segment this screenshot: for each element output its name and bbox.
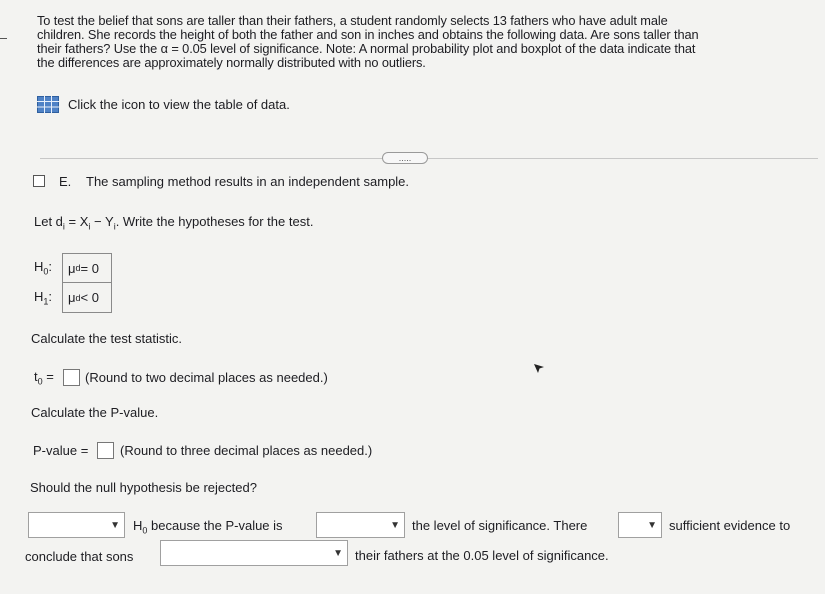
prompt-sub: i xyxy=(88,221,91,232)
test-stat-heading: Calculate the test statistic. xyxy=(31,331,183,346)
h1-label: $H_1$: xyxy=(34,289,53,307)
hypotheses-prompt xyxy=(34,214,313,232)
h0-label: $H_0$: xyxy=(34,259,53,277)
t0-label xyxy=(34,369,54,387)
intro-line: their fathers? Use the α = 0.05 level of significance. Note: A normal probability plot and boxplot of the data indicate that xyxy=(37,41,696,56)
prompt-part: . Write the hypotheses for the test. xyxy=(115,214,314,229)
hypotheses-box xyxy=(62,253,112,313)
expand-button[interactable] xyxy=(382,152,428,164)
caret-down-icon: ▼ xyxy=(390,520,400,531)
intro-line: the differences are approximately normally distributed with no outliers. xyxy=(37,55,426,70)
prompt-part: Let d xyxy=(34,214,63,229)
evidence-dropdown[interactable] xyxy=(618,512,662,538)
conclude-text: conclude that sons xyxy=(25,549,134,564)
prompt-sub: i xyxy=(62,221,65,232)
left-edge-mark xyxy=(0,38,7,39)
option-e-letter: E. xyxy=(59,174,72,189)
h0-sub: 0 xyxy=(43,266,49,277)
caret-down-icon: ▼ xyxy=(110,520,120,531)
intro-line: To test the belief that sons are taller than their fathers, a student randomly selects 13 fathers who have adult male xyxy=(37,13,668,28)
h0-answer[interactable] xyxy=(63,254,111,283)
mu-symbol: μ xyxy=(68,260,76,276)
mu-sub: d xyxy=(75,263,81,273)
option-e-checkbox[interactable] xyxy=(33,175,45,187)
prompt-part: − Y xyxy=(90,214,114,229)
h-sub: 0 xyxy=(142,525,148,536)
mu-sub: d xyxy=(75,292,81,303)
h0-relation: = 0 xyxy=(80,260,99,276)
prompt-part: = X xyxy=(64,214,89,229)
h1-letter: H xyxy=(34,289,44,304)
test-stat-hint: (Round to two decimal places as needed.) xyxy=(85,370,328,385)
view-table-link[interactable]: Click the icon to view the table of data. xyxy=(68,97,290,112)
reject-text-3: sufficient evidence to xyxy=(669,518,791,533)
intro-line: children. She records the height of both the father and son in inches and obtains the following data. Are sons taller than xyxy=(37,27,699,42)
caret-down-icon: ▼ xyxy=(333,548,343,559)
section-divider xyxy=(40,158,818,159)
fathers-text: their fathers at the 0.05 level of significance. xyxy=(355,548,609,563)
reject-text-1 xyxy=(133,518,283,536)
pvalue-label: P-value = xyxy=(33,443,89,458)
expand-dots: ..... xyxy=(398,153,412,163)
reject-text-2: the level of significance. There xyxy=(412,518,588,533)
pvalue-hint: (Round to three decimal places as needed.) xyxy=(120,443,373,458)
pvalue-comparison-dropdown[interactable] xyxy=(316,512,405,538)
h1-answer[interactable] xyxy=(63,283,111,312)
t-letter: t xyxy=(34,369,38,384)
because-text: because the P-value is xyxy=(147,518,283,533)
problem-statement xyxy=(37,14,807,70)
pvalue-input[interactable] xyxy=(97,442,114,459)
reject-heading: Should the null hypothesis be rejected? xyxy=(30,480,257,495)
h-letter: H xyxy=(133,518,143,533)
conclusion-dropdown[interactable] xyxy=(160,540,348,566)
mu-symbol: μ xyxy=(68,290,76,305)
t-eq: = xyxy=(42,369,54,384)
pvalue-heading: Calculate the P-value. xyxy=(31,405,159,420)
h1-sub: 1 xyxy=(43,296,49,307)
table-grid-icon[interactable] xyxy=(37,96,59,113)
t-sub: 0 xyxy=(37,376,43,387)
reject-decision-dropdown[interactable] xyxy=(28,512,125,538)
test-statistic-input[interactable] xyxy=(63,369,80,386)
option-e-text: The sampling method results in an independent sample. xyxy=(86,174,410,189)
h1-relation: < 0 xyxy=(80,290,99,305)
prompt-sub: i xyxy=(113,221,116,232)
mouse-cursor-icon xyxy=(533,362,545,374)
h0-letter: H xyxy=(34,259,44,274)
caret-down-icon: ▼ xyxy=(647,520,657,531)
